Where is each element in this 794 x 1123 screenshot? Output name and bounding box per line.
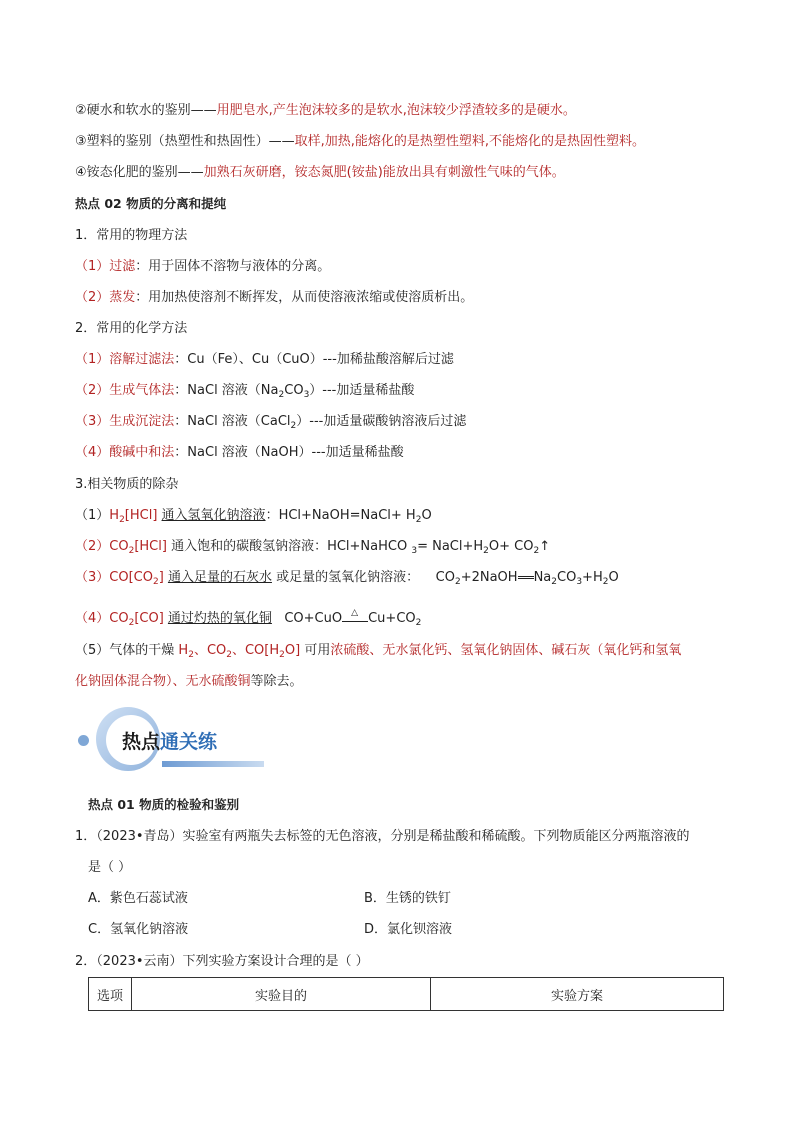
removal-item-5 (75, 642, 681, 660)
chemical-item-2 (75, 382, 414, 400)
question-1-line-1: 1．（2023•青岛）实验室有两瓶失去标签的无色溶液，分别是稀盐酸和稀硫酸。下列物质能区分两瓶溶液的 (75, 829, 690, 844)
item-number: （4） (75, 611, 110, 626)
subscript: 2 (454, 577, 461, 587)
subscript: 2 (415, 618, 422, 628)
option-a: A．紫色石蕊试液 (88, 891, 188, 906)
paragraph-fertilizer (75, 164, 565, 182)
subscript: 2 (226, 650, 232, 660)
physical-item-2 (75, 289, 473, 307)
formula: 、CO[H (231, 643, 280, 658)
equation: CO (435, 570, 455, 585)
equation: Cu+CO (368, 611, 416, 626)
subscript: 2 (483, 546, 489, 556)
equation: O+ CO (488, 539, 534, 554)
paragraph-body: 取样,加热,能熔化的是热塑性塑料,不能熔化的是热固性塑料。 (294, 134, 646, 149)
item-text: ）---加适量稀盐酸 (309, 383, 415, 398)
equation: ：HCl+NaOH=NaCl+ H (265, 508, 416, 523)
option-d: D．氯化钡溶液 (364, 922, 453, 937)
subscript: 2 (602, 577, 609, 587)
banner-title (122, 727, 217, 754)
subscript: 2 (533, 546, 540, 556)
paragraph-hard-soft-water (75, 102, 576, 120)
heading-hotspot-02: 热点 02 物质的分离和提纯 (75, 196, 227, 211)
chemical-item-3 (75, 413, 466, 431)
formula: ] (158, 570, 164, 585)
item-number: （3） (75, 414, 110, 429)
banner-title-part1: 热点 (122, 731, 161, 753)
question-1-line-2: 是（ ） (88, 860, 132, 875)
subscript: 2 (188, 650, 194, 660)
paragraph-body: 用肥皂水,产生泡沫较多的是软水,泡沫较少浮渣较多的是硬水。 (216, 103, 576, 118)
equation: O (608, 570, 619, 585)
subscript: 2 (279, 650, 285, 660)
banner-title-part2: 通关练 (160, 731, 218, 753)
table-header-purpose: 实验目的 (132, 978, 431, 1011)
paragraph-body: 加熟石灰研磨，铵态氮肥(铵盐)能放出具有刺激性气味的气体。 (203, 165, 565, 180)
paragraph-lead: ③塑料的鉴别（热塑性和热固性）—— (75, 134, 295, 149)
method-underlined: 通过灼热的氧化铜 (167, 611, 272, 626)
formula: CO[CO (109, 570, 153, 585)
equation: 通入饱和的碳酸氢钠溶液：HCl+NaHCO (171, 539, 412, 554)
formula: [HCl] (134, 539, 167, 554)
chemical-item-4 (75, 444, 404, 462)
item-text: 浓硫酸、无水氯化钙、氢氧化钠固体、碱石灰（氧化钙和氢氧 (330, 643, 682, 658)
chemical-methods-title: 2．常用的化学方法 (75, 321, 188, 336)
impurity-removal-title: 3.相关物质的除杂 (75, 477, 179, 492)
equals-sign (518, 576, 534, 579)
item-name: 蒸发 (109, 290, 136, 305)
heading-hotspot-01: 热点 01 物质的检验和鉴别 (88, 797, 240, 812)
paragraph-lead: ④铵态化肥的鉴别—— (75, 165, 204, 180)
removal-item-1 (75, 507, 432, 525)
subscript: 2 (290, 421, 297, 431)
option-b: B．生锈的铁钉 (364, 891, 451, 906)
subscript: 2 (551, 577, 557, 587)
section-banner (78, 703, 268, 775)
equation: O (421, 508, 432, 523)
item-text: 等除去。 (250, 674, 303, 689)
subscript: 2 (278, 390, 285, 400)
formula: O] (284, 643, 301, 658)
subscript: 2 (128, 618, 135, 628)
physical-methods-title: 1．常用的物理方法 (75, 228, 188, 243)
subscript: 3 (576, 577, 583, 587)
heating-condition (342, 608, 368, 622)
question-2-line-1: 2．（2023•云南）下列实验方案设计合理的是（ ） (75, 954, 369, 969)
formula: CO (109, 611, 129, 626)
item-text: ：NaCl 溶液（Na (174, 383, 279, 398)
item-number: （1） (75, 352, 110, 367)
paragraph-plastic (75, 133, 645, 151)
subscript: 3 (411, 546, 418, 556)
table-header-plan: 实验方案 (431, 978, 724, 1011)
item-number: （2） (75, 290, 110, 305)
subscript: 2 (415, 515, 422, 525)
item-number: （1） (75, 259, 110, 274)
subscript: 2 (128, 546, 135, 556)
option-c: C．氢氧化钠溶液 (88, 922, 189, 937)
chemical-item-1 (75, 351, 454, 369)
equation: = NaCl+H (417, 539, 484, 554)
item-number: （4） (75, 445, 110, 460)
item-number: （3） (75, 570, 110, 585)
item-text: ：NaCl 溶液（NaOH）---加适量稀盐酸 (174, 445, 404, 460)
equation: Na (533, 570, 552, 585)
equation: ↑ (539, 539, 551, 554)
equation: CO+CuO (284, 611, 343, 626)
item-name: 溶解过滤法 (109, 352, 175, 367)
table-header-option: 选项 (89, 978, 132, 1011)
removal-item-5-cont (75, 673, 303, 691)
formula: H (178, 643, 189, 658)
formula: 、CO (193, 643, 227, 658)
item-name: 生成气体法 (109, 383, 175, 398)
item-number: （2） (75, 383, 110, 398)
method-underlined: 通入氢氧化钠溶液 (161, 508, 266, 523)
method-underlined: 通入足量的石灰水 (167, 570, 272, 585)
item-text: 化钠固体混合物）、无水硫酸铜 (75, 674, 251, 689)
physical-item-1 (75, 258, 330, 276)
heat-triangle-icon: △ (351, 608, 359, 618)
equation: CO (557, 570, 577, 585)
banner-underbar (162, 761, 264, 767)
removal-item-2 (75, 538, 550, 556)
item-text: ：NaCl 溶液（CaCl (174, 414, 291, 429)
item-name: 过滤 (109, 259, 136, 274)
item-name: 生成沉淀法 (109, 414, 175, 429)
removal-item-3 (75, 569, 619, 587)
item-number: （2） (75, 539, 110, 554)
equation: +2NaOH (460, 570, 518, 585)
options-table (88, 977, 724, 1011)
item-text: ：用加热使溶剂不断挥发，从而使溶液浓缩或使溶质析出。 (135, 290, 474, 305)
item-number: （1） (75, 508, 110, 523)
paragraph-lead: ②硬水和软水的鉴别—— (75, 103, 217, 118)
formula: [CO] (134, 611, 164, 626)
item-number: （5）气体的干燥 (75, 643, 175, 658)
equation: +H (582, 570, 603, 585)
formula: [HCl] (124, 508, 158, 523)
item-text: ：用于固体不溶物与液体的分离。 (135, 259, 331, 274)
formula: CO (109, 539, 129, 554)
item-text: ：Cu（Fe）、Cu（CuO）---加稀盐酸溶解后过滤 (174, 352, 454, 367)
item-name: 酸碱中和法 (109, 445, 175, 460)
subscript: 3 (303, 390, 310, 400)
item-text: ）---加适量碳酸钠溶液后过滤 (296, 414, 467, 429)
subscript: 2 (152, 577, 159, 587)
table-header-row (89, 978, 724, 1011)
subscript: 2 (119, 515, 125, 525)
item-text: CO (284, 383, 304, 398)
banner-dot-icon (78, 735, 89, 746)
formula: H (109, 508, 120, 523)
equation: 或足量的氢氧化钠溶液： (276, 570, 420, 585)
item-text: 可用 (304, 643, 331, 658)
removal-item-4 (75, 610, 421, 628)
